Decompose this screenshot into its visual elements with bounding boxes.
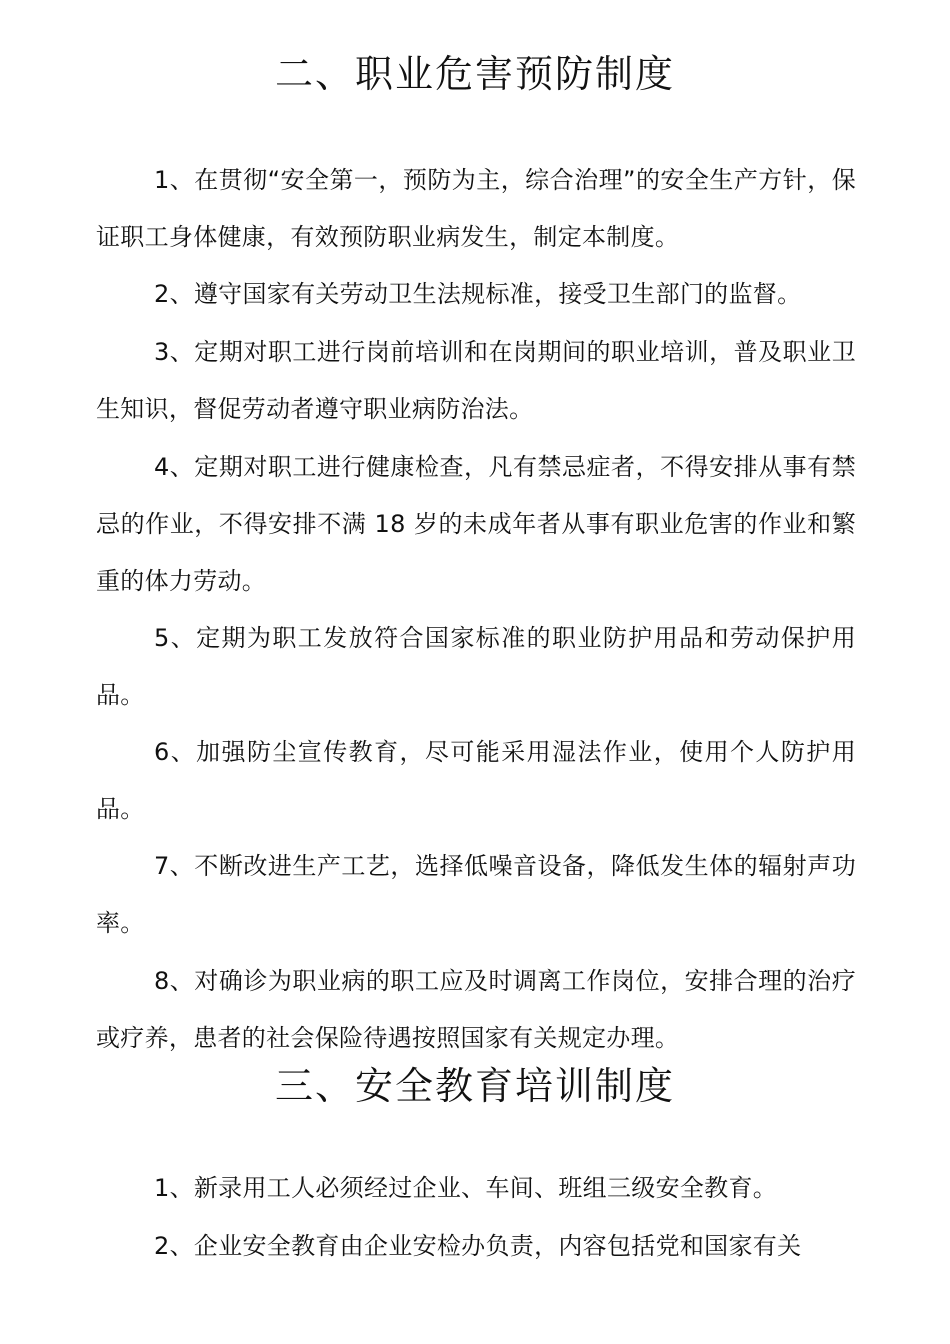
section-3-title: 三、安全教育培训制度: [274, 1064, 675, 1108]
section-3-item-1: 1、新录用工人必须经过企业、车间、班组三级安全教育。: [154, 1174, 778, 1202]
section-2-item-4: 4、定期对职工进行健康检查，凡有禁忌症者，不得安排从事有禁忌的作业，不得安排不满 18 岁的未成年者从事有职业危害的作业和繁重的体力劳动。: [96, 453, 856, 595]
section-2-item-8: 8、对确诊为职业病的职工应及时调离工作岗位，安排合理的治疗或疗养，患者的社会保险待遇按照国家有关规定办理。: [96, 967, 856, 1052]
section-2-item-1: 1、在贯彻“安全第一，预防为主，综合治理”的安全生产方针，保证职工身体健康，有效预防职业病发生，制定本制度。: [96, 166, 856, 251]
section-3-item-2: 2、企业安全教育由企业安检办负责，内容包括党和国家有关: [154, 1232, 802, 1260]
section-2-title: 二、职业危害预防制度: [274, 52, 675, 96]
section-2-item-5: 5、定期为职工发放符合国家标准的职业防护用品和劳动保护用品。: [96, 624, 856, 709]
section-2-item-3: 3、定期对职工进行岗前培训和在岗期间的职业培训，普及职业卫生知识，督促劳动者遵守职业病防治法。: [96, 338, 856, 423]
section-2-item-2: 2、遵守国家有关劳动卫生法规标准，接受卫生部门的监督。: [154, 280, 802, 308]
section-2-item-6: 6、加强防尘宣传教育，尽可能采用湿法作业，使用个人防护用品。: [96, 738, 856, 823]
section-2-item-7: 7、不断改进生产工艺，选择低噪音设备，降低发生体的辐射声功率。: [96, 852, 856, 937]
